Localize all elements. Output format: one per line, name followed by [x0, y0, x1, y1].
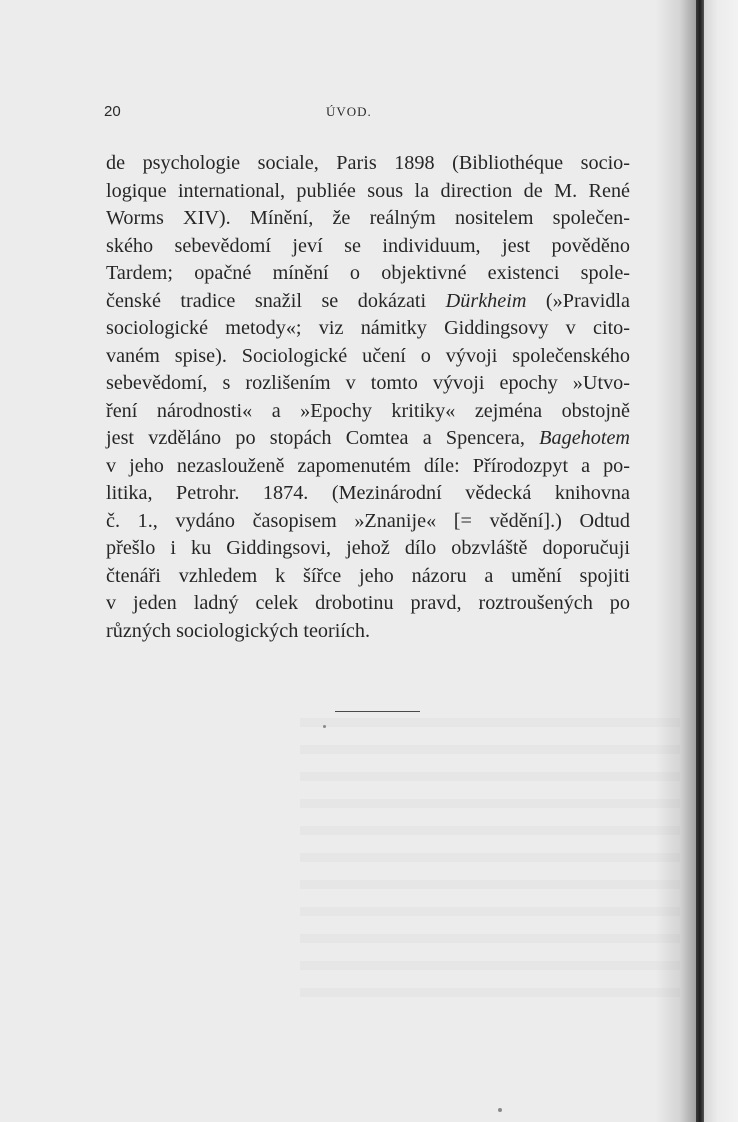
- paper-speck: [323, 725, 326, 728]
- text-line: různých sociologických teoriích.: [106, 619, 371, 642]
- text-line: čtenáři vzhledem k šířce jeho názoru a umění spojiti: [106, 564, 630, 587]
- show-through-texture: [300, 700, 680, 1000]
- text-line: č. 1., vydáno časopisem »Znanije« [= vědění].) Odtud: [106, 509, 630, 532]
- text-line: de psychologie sociale, Paris 1898 (Bibliothéque socio-: [106, 152, 630, 174]
- facing-page-edge: [704, 0, 738, 1122]
- text-line: v jeden ladný celek drobotinu pravd, roztroušených po: [106, 592, 630, 614]
- text-line: litika, Petrohr. 1874. (Mezinárodní vědecká knihovna: [106, 482, 630, 504]
- text-run: (»Pravidla: [526, 289, 631, 312]
- text-line: vaném spise). Sociologické učení o vývoji společenského: [106, 344, 630, 367]
- text-line: přešlo i ku Giddingsovi, jehož dílo obzvláště doporučuji: [106, 537, 630, 559]
- text-line: sociologické metody«; viz námitky Giddingsovy v cito-: [106, 317, 630, 339]
- page-number: 20: [104, 103, 121, 120]
- chapter-title: ÚVOD.: [326, 104, 372, 119]
- footnote-text: [106, 150, 630, 645]
- text-line: [106, 288, 630, 316]
- text-line: ření národnosti« a »Epochy kritiky« zejména obstojně: [106, 399, 630, 422]
- text-line: ského sebevědomí jeví se individuum, jest pověděno: [106, 234, 630, 257]
- author-name-italic: Bagehotem: [539, 427, 630, 449]
- text-line: Worms XIV). Mínění, že reálným nositelem společen-: [106, 207, 630, 229]
- book-binding-shadow: [696, 0, 704, 1122]
- text-run: jest vzděláno po stopách Comtea a Spencera,: [106, 427, 540, 449]
- paper-speck: [498, 1108, 502, 1112]
- section-separator-rule: [335, 711, 420, 712]
- text-line: Tardem; opačné mínění o objektivné existenci spole-: [106, 262, 630, 284]
- author-name-italic: Dürkheim: [445, 289, 527, 312]
- text-line: v jeho nezaslouženě zapomenutém díle: Přírodozpyt a po-: [106, 454, 630, 477]
- text-line: [106, 425, 630, 453]
- text-line: logique international, publiée sous la direction de M. René: [106, 179, 630, 202]
- running-header: [104, 103, 636, 123]
- text-run: čenské tradice snažil se dokázati: [106, 289, 446, 312]
- text-line: sebevědomí, s rozlišením v tomto vývoji epochy »Utvo-: [106, 372, 630, 394]
